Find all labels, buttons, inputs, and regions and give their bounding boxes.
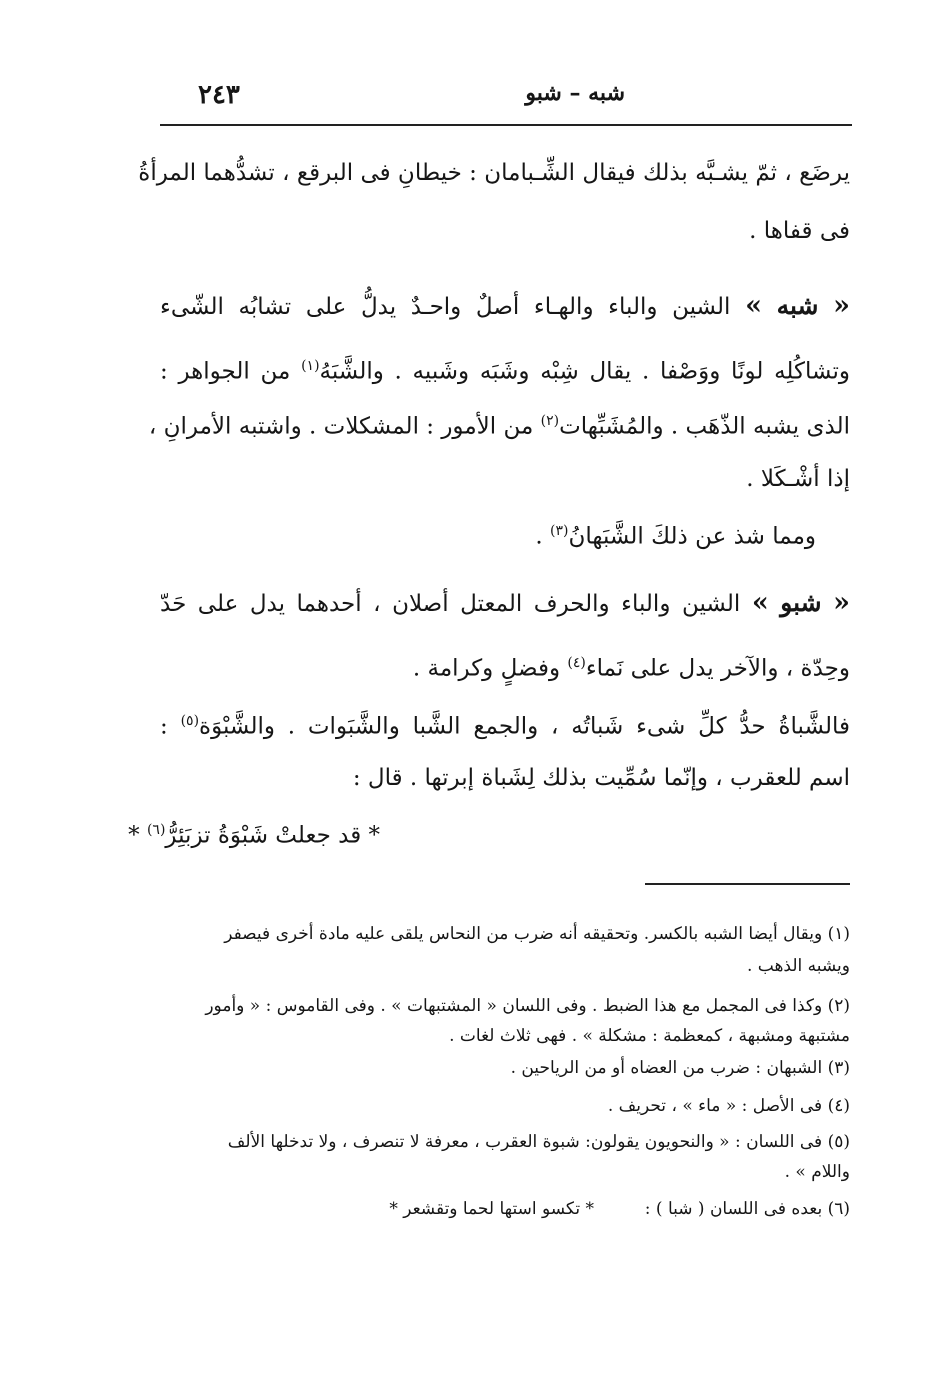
footnote-6-verse: * تكسو استها لحما وتقشعر * [389,1199,594,1219]
text-line: إذا أشْـكَلا . [746,466,850,492]
entry-headword-shbw: شبو [780,588,822,617]
footnote-1-cont: ويشبه الذهب . [746,956,850,976]
entry-text: الشين والباء والحرف المعتل أصلان ، أحدهما يدل على حَدّ [160,591,741,617]
verse-line [128,815,380,851]
footnote-2: (٢) وكذا فى المجمل مع هذا الضبط . وفى اللسان « المشتبهات » . وفى القاموس : « وأمور [205,996,850,1016]
text-segment: : [160,713,168,740]
footnote-6 [389,1197,850,1221]
footnote-marker-4: (٤) [567,655,586,671]
footnote-6-text: (٦) بعده فى اللسان ( شبا ) : [644,1199,850,1219]
text-segment: وحِدّة ، والآخر يدل على نَماء [585,655,850,682]
text-line: يرضَع ، ثمّ يشـبَّه بذلك فيقال الشِّـبامان : خيطانِ فى البرقع ، تشدُّهما المرأةُ [138,160,850,186]
right-bracket: » [751,587,769,618]
text-segment: ومما شذ عن ذلكَ الشَّبَهانُ [568,523,816,550]
footnote-marker-2: (٢) [540,413,560,429]
text-segment: من الأمور : المشكلات . واشتبه الأمرانِ ، [148,413,534,440]
entry-shbw-first-line [160,588,850,619]
text-segment: وتشاكُلِه لونًا ووَصْفا . يقال شِبْه وشَبَه وشَبيه . والشَّبَهُ [319,358,850,385]
text-line: اسم للعقرب ، وإنّما سُمِّيت بذلك لِشَباة إبرتها . قال : [352,765,850,791]
footnote-3: (٣) الشبهان : ضرب من العضاه أو من الرياحين . [510,1058,850,1078]
entry-headword-shbh: شبه [776,291,819,320]
verse-text: * [128,822,140,849]
footnote-marker-5: (٥) [180,713,200,729]
page-header [160,78,850,118]
text-line [160,351,850,387]
text-segment: فالشَّباةُ حدُّ كلِّ شىء شَباتُه ، والجمع الشَّبا والشَّبَوات . والشَّبْوَة [199,713,850,740]
text-line: فى قفاها . [749,218,850,244]
footnote-rule [645,883,850,885]
text-line [148,406,850,442]
entry-shbh-first-line [160,291,850,322]
text-segment: من الجواهر : [160,358,291,385]
text-line [160,706,850,742]
text-segment: . [535,523,543,550]
entry-text: الشين والباء والهـاء أصلٌ واحـدٌ يدلُّ على تشابُه الشّىء [160,294,731,320]
footnote-1: (١) ويقال أيضا الشبه بالكسر. وتحقيقه أنه ضرب من النحاس يلقى عليه مادة أخرى فيصفر [224,924,850,944]
text-segment: وفضلٍ وكرامة . [412,655,561,682]
footnote-marker-6: (٦) [146,822,166,838]
left-bracket: « [833,587,851,618]
footnote-marker-3: (٣) [549,523,569,539]
footnote-5-cont: واللام » . [784,1162,850,1182]
verse-text: * قد جعلتْ شَبْوَةُ تزبَئِرُّ [165,822,380,849]
running-head: شبه – شبو [525,80,625,106]
text-line [535,516,816,552]
footnote-4: (٤) فى الأصل : « ماء » ، تحريف . [607,1096,850,1116]
header-rule [160,124,852,126]
page-number: ٢٤٣ [198,80,240,110]
left-bracket: « [833,290,851,321]
footnote-5: (٥) فى اللسان : « والنحويون يقولون: شبوة العقرب ، معرفة لا تنصرف ، ولا تدخلها الألف [227,1132,850,1152]
footnote-2-cont: مشتبهة ومشبهة ، كمعظمة : مشكلة » . فهى ثلاث لغات . [449,1026,850,1046]
text-line [413,648,850,684]
right-bracket: » [745,290,762,321]
footnote-marker-1: (١) [301,358,320,374]
text-segment: الذى يشبه الذّهَب . والمُشَبِّهات [559,413,850,440]
